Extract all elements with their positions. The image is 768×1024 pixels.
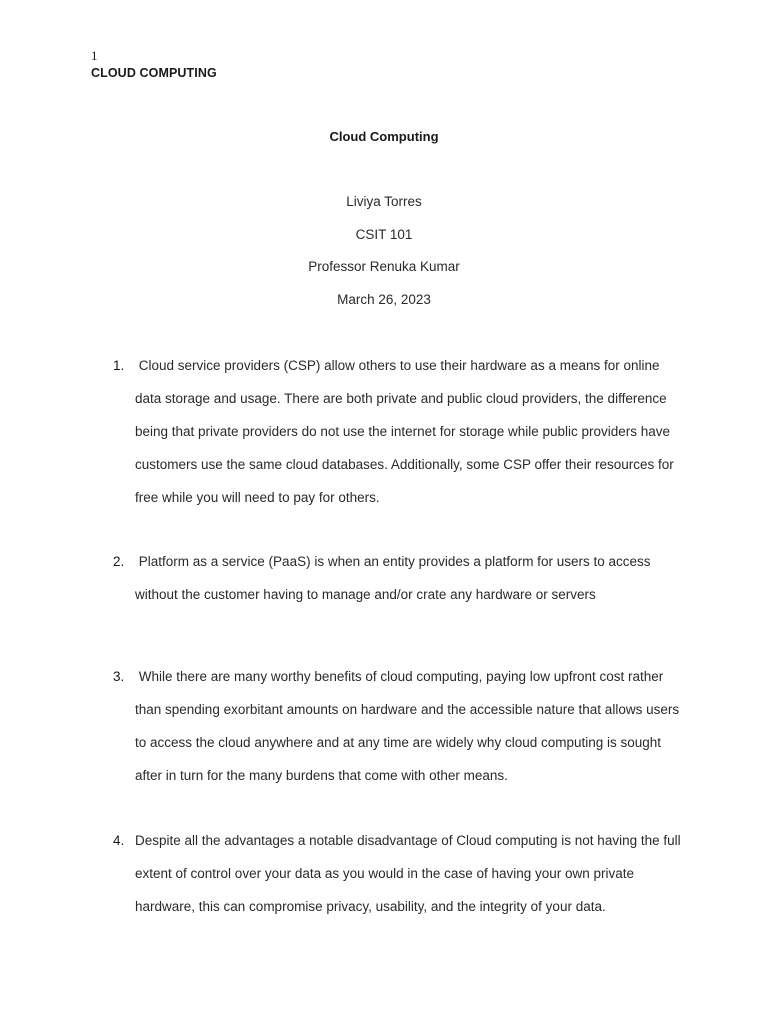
course-code: CSIT 101 bbox=[355, 227, 413, 242]
list-item-text: Platform as a service (PaaS) is when an entity provides a platform for users to access without the customer having to manage and/or crate any hardware or servers bbox=[135, 554, 655, 602]
professor-name: Professor Renuka Kumar bbox=[308, 259, 460, 274]
running-head: CLOUD COMPUTING bbox=[91, 66, 217, 80]
submission-date: March 26, 2023 bbox=[337, 292, 431, 307]
page-number: 1 bbox=[91, 48, 98, 63]
author-name: Liviya Torres bbox=[346, 194, 422, 209]
list-item-number: 3. bbox=[113, 669, 125, 684]
paper-title: Cloud Computing bbox=[329, 129, 439, 144]
list-item-text: While there are many worthy benefits of cloud computing, paying low upfront cost rather than spending exorbitant amounts on hardware and the accessible nature that allows users to access the cloud anywhere and at any time are widely why cloud computing is sought after in turn for the many burdens that come with other means. bbox=[135, 669, 683, 783]
list-item-text: Despite all the advantages a notable disadvantage of Cloud computing is not having the full extent of control over your data as you would in the case of having your own private hardware, this can compromise privacy, usability, and the integrity of your data. bbox=[135, 833, 685, 914]
list-item-number: 1. bbox=[113, 358, 125, 373]
list-item-number: 2. bbox=[113, 554, 125, 569]
list-item-text: Cloud service providers (CSP) allow others to use their hardware as a means for online data storage and usage. There are both private and public cloud providers, the difference being that private providers do not use the internet for storage while public providers have customers use the same cloud databases. Additionally, some CSP offer their resources for free while you will need to pay for others. bbox=[135, 358, 678, 505]
list-item-number: 4. bbox=[113, 833, 125, 848]
